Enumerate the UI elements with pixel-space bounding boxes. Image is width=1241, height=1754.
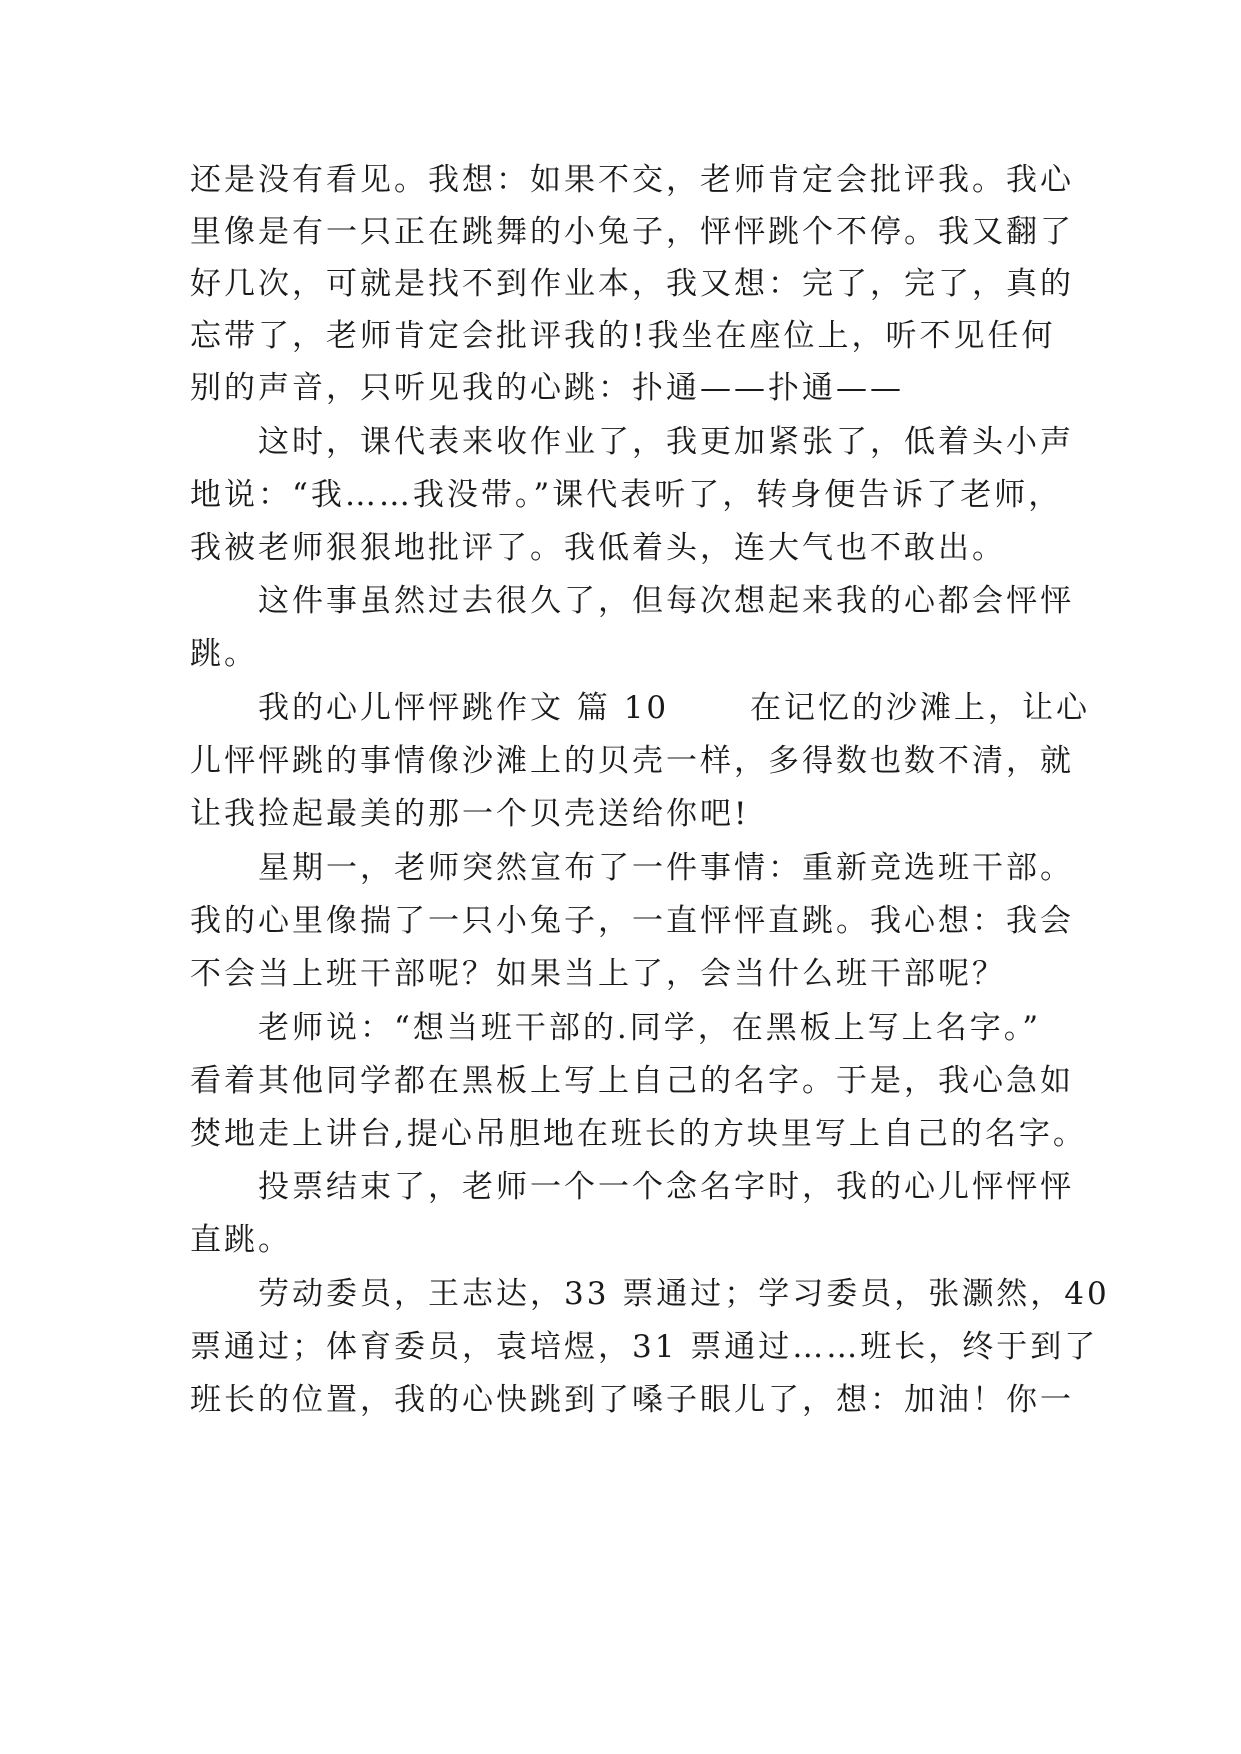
text-line: 直跳。	[190, 1222, 292, 1258]
text-line: 好几次，可就是找不到作业本，我又想：完了，完了，真的	[190, 266, 1074, 302]
text-line: 票通过；体育委员，袁培煜，31 票通过……班长，终于到了	[190, 1329, 1099, 1365]
text-line: 劳动委员，王志达，33 票通过；学习委员，张灏然，40	[190, 1276, 1110, 1312]
text-line: 让我捡起最美的那一个贝壳送给你吧!	[190, 796, 750, 832]
text-line: 跳。	[190, 636, 258, 672]
text-line: 老师说：“想当班干部的.同学，在黑板上写上名字。”	[190, 1010, 1042, 1046]
text-line: 投票结束了，老师一个一个念名字时，我的心儿怦怦怦	[190, 1169, 1074, 1205]
text-line: 看着其他同学都在黑板上写上自己的名字。于是，我心急如	[190, 1063, 1074, 1099]
text-line: 还是没有看见。我想：如果不交，老师肯定会批评我。我心	[190, 162, 1074, 198]
text-line: 地说：“我……我没带。”课代表听了，转身便告诉了老师，	[190, 477, 1063, 513]
text-line: 我的心儿怦怦跳作文 篇 10 在记忆的沙滩上，让心	[190, 690, 1091, 726]
text-line: 别的声音，只听见我的心跳：扑通——扑通——	[190, 370, 904, 406]
text-line: 这时，课代表来收作业了，我更加紧张了，低着头小声	[190, 424, 1074, 460]
text-line: 不会当上班干部呢？如果当上了，会当什么班干部呢？	[190, 956, 1006, 992]
text-line: 忘带了，老师肯定会批评我的!我坐在座位上，听不见任何	[190, 318, 1056, 354]
text-line: 焚地走上讲台,提心吊胆地在班长的方块里写上自己的名字。	[190, 1116, 1087, 1152]
text-line: 儿怦怦跳的事情像沙滩上的贝壳一样，多得数也数不清，就	[190, 743, 1074, 779]
text-line: 星期一，老师突然宣布了一件事情：重新竞选班干部。	[190, 850, 1074, 886]
text-line: 我的心里像揣了一只小兔子，一直怦怦直跳。我心想：我会	[190, 903, 1074, 939]
text-line: 我被老师狠狠地批评了。我低着头，连大气也不敢出。	[190, 530, 1006, 566]
text-line: 里像是有一只正在跳舞的小兔子，怦怦跳个不停。我又翻了	[190, 214, 1074, 250]
text-line: 这件事虽然过去很久了，但每次想起来我的心都会怦怦	[190, 583, 1074, 619]
text-line: 班长的位置，我的心快跳到了嗓子眼儿了，想：加油！你一	[190, 1382, 1074, 1418]
